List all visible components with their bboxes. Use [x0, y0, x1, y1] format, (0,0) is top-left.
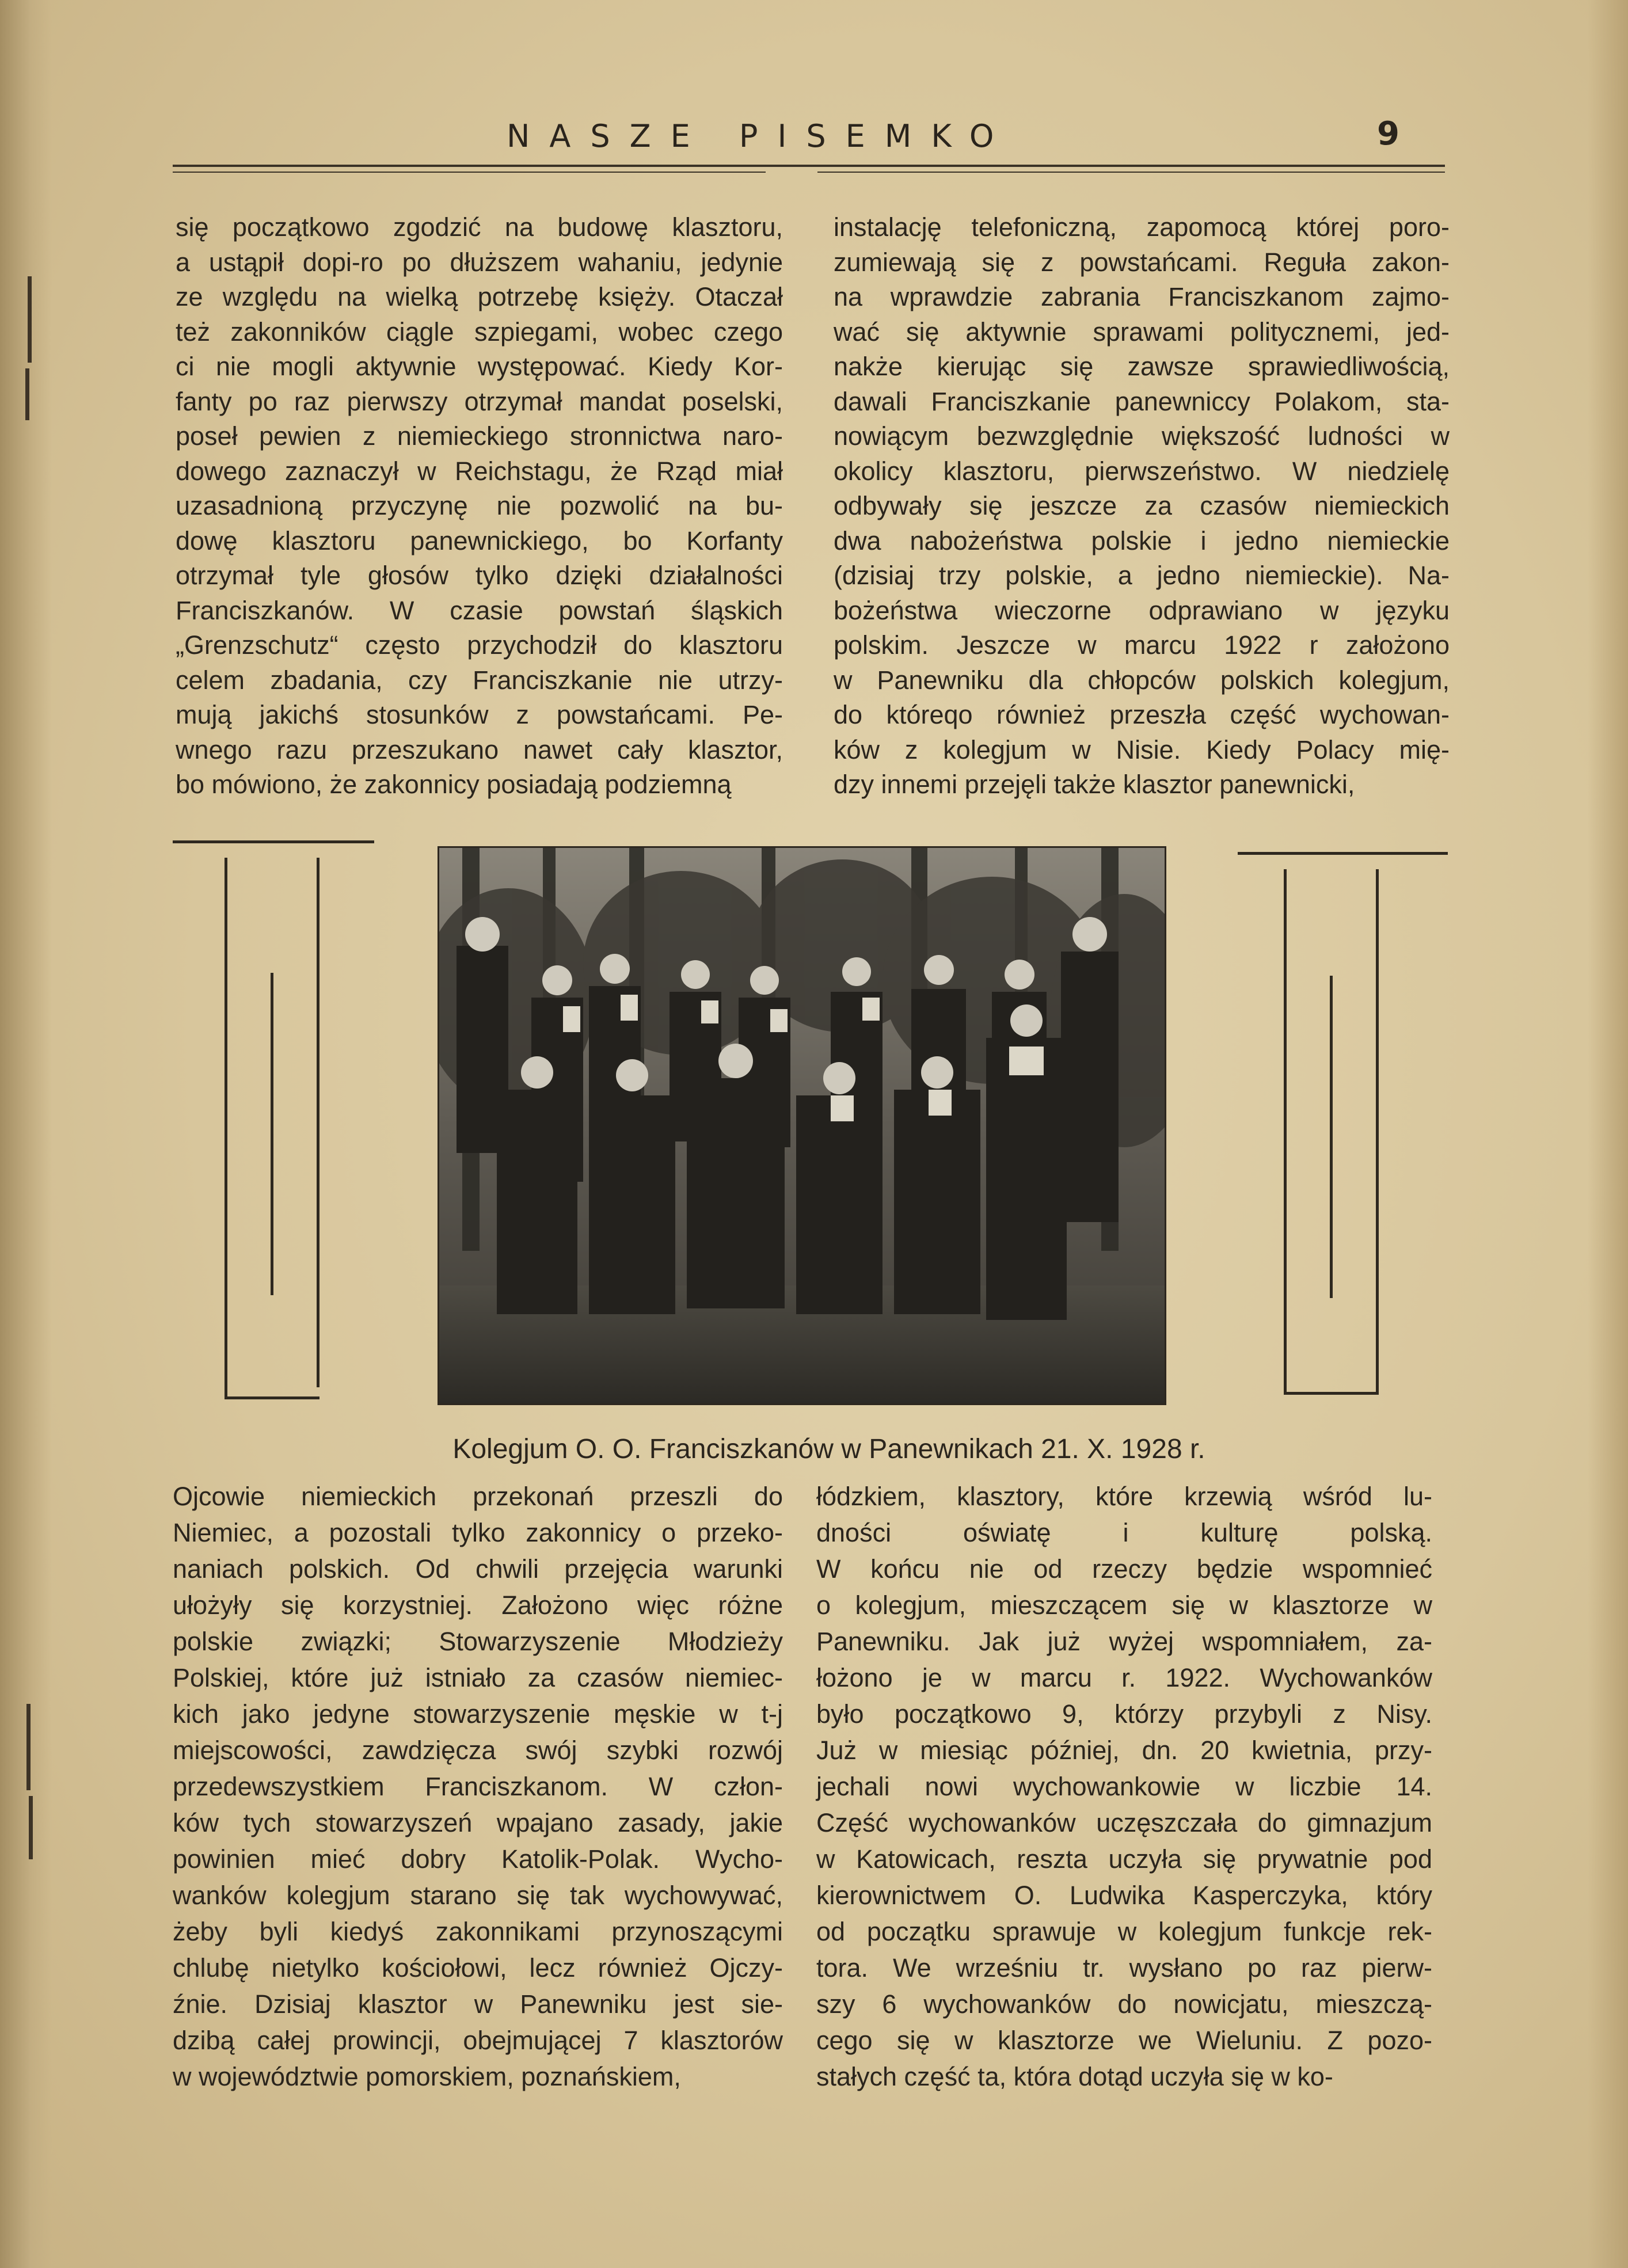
- page-edge: [1588, 0, 1628, 2268]
- text-line: wnego razu przeszukano nawet cały klasztor,: [176, 735, 783, 764]
- text-line: ków tych stowarzyszeń wpajano zasady, jakie: [173, 1808, 783, 1837]
- frame-bar: [1330, 976, 1333, 1298]
- text-line: w Katowicach, reszta uczyła się prywatnie pod: [816, 1844, 1432, 1874]
- journal-title: NASZE PISEMKO: [507, 118, 1014, 154]
- frame-bar: [317, 858, 319, 1387]
- text-line: a ustąpił dopi-ro po dłuższem wahaniu, jedynie: [176, 247, 783, 277]
- binding-mark: [28, 276, 32, 363]
- text-line: otrzymał tyle głosów tylko dzięki działalności: [176, 561, 783, 590]
- frame-bar: [271, 973, 273, 1295]
- text-line: naniach polskich. Od chwili przejęcia warunki: [173, 1554, 783, 1584]
- text-line: polskie związki; Stowarzyszenie Młodzieży: [173, 1627, 783, 1656]
- frame-bar: [1284, 869, 1287, 1393]
- text-line: „Grenzschutz“ często przychodził do klasztoru: [176, 630, 783, 660]
- text-line: żeby byli kiedyś zakonnikami przynoszącymi: [173, 1917, 783, 1946]
- page-number: 9: [1377, 115, 1399, 153]
- text-line: wanków kolegjum starano się tak wychowywać,: [173, 1881, 783, 1910]
- frame-bottom-bar: [225, 1396, 319, 1399]
- text-line: uzasadnioną przyczynę nie pozwolić na bu-: [176, 491, 783, 520]
- photo-illustration: [439, 848, 1165, 1403]
- text-line: celem zbadania, czy Franciszkanie nie utrzy-: [176, 665, 783, 695]
- text-line: chlubę nietylko kościołowi, lecz również Ojczy-: [173, 1953, 783, 1982]
- text-column-top-left: [176, 210, 783, 802]
- text-line: W końcu nie od rzeczy będzie wspomnieć: [816, 1554, 1432, 1584]
- text-line: ków z kolegjum w Nisie. Kiedy Polacy mię-: [834, 735, 1450, 764]
- text-line: instalację telefoniczną, zapomocą której poro-: [834, 212, 1450, 242]
- text-line: Niemiec, a pozostali tylko zakonnicy o przeko-: [173, 1518, 783, 1547]
- photo-caption: Kolegjum O. O. Franciszkanów w Panewnikach 21. X. 1928 r.: [452, 1434, 1205, 1464]
- text-line: miejscowości, zawdzięcza swój szybki rozwój: [173, 1736, 783, 1765]
- text-line: dzy innemi przejęli także klasztor panewnicki,: [834, 770, 1355, 799]
- binding-edge: [0, 0, 52, 2268]
- text-line: się początkowo zgodzić na budowę klasztoru,: [176, 212, 783, 242]
- text-line: dności oświatę i kulturę polską.: [816, 1518, 1432, 1547]
- text-line: łódzkiem, klasztory, które krzewią wśród lu-: [816, 1482, 1432, 1511]
- text-line: bo mówiono, że zakonnicy posiadają podziemną: [176, 770, 732, 799]
- text-line: dowego zaznaczył w Reichstagu, że Rząd miał: [176, 456, 783, 486]
- frame-bar: [225, 858, 227, 1399]
- text-line: odbywały się jeszcze za czasów niemieckich: [834, 491, 1450, 520]
- text-column-bottom-left: [173, 1478, 783, 2095]
- frame-top-bar: [1238, 852, 1448, 855]
- header-rule: [173, 165, 1445, 167]
- text-line: ułożyły się korzystniej. Założono więc różne: [173, 1590, 783, 1620]
- binding-mark: [25, 368, 29, 420]
- text-line: nakże kierując się zawsze sprawiedliwością,: [834, 352, 1450, 381]
- text-line: tora. We wrześniu tr. wysłano po raz pierw-: [816, 1953, 1432, 1982]
- text-line: łożono je w marcu r. 1922. Wychowanków: [816, 1663, 1432, 1692]
- text-line: ze względu na wielką potrzebę księży. Otaczał: [176, 282, 783, 311]
- text-line: bożeństwa wieczorne odprawiano w języku: [834, 595, 1450, 625]
- text-column-top-right: [834, 210, 1450, 802]
- text-line: w Panewniku dla chłopców polskich kolegjum,: [834, 665, 1450, 695]
- decorative-frame-left: [173, 840, 380, 1402]
- text-line: wać się aktywnie sprawami politycznemi, jed-: [834, 317, 1450, 347]
- binding-mark: [26, 1704, 31, 1790]
- text-line: było początkowo 9, którzy przybyli z Nisy.: [816, 1699, 1432, 1729]
- header-rule-thin: [173, 172, 766, 173]
- text-line: Panewniku. Jak już wyżej wspomniałem, za-: [816, 1627, 1432, 1656]
- frame-bar: [1376, 869, 1379, 1393]
- text-line: jechali nowi wychowankowie w liczbie 14.: [816, 1772, 1432, 1801]
- text-line: na wprawdzie zabrania Franciszkanom zajmo-: [834, 282, 1450, 311]
- text-column-bottom-right: [816, 1478, 1432, 2095]
- text-line: polskim. Jeszcze w marcu 1922 r założono: [834, 630, 1450, 660]
- text-line: Część wychowanków uczęszczała do gimnazjum: [816, 1808, 1432, 1837]
- text-line: szy 6 wychowanków do nowicjatu, mieszczą-: [816, 1989, 1432, 2019]
- text-line: powinien mieć dobry Katolik-Polak. Wycho-: [173, 1844, 783, 1874]
- text-line: przedewszystkiem Franciszkanom. W człon-: [173, 1772, 783, 1801]
- text-line: dzibą całej prowincji, obejmującej 7 klasztorów: [173, 2026, 783, 2055]
- frame-top-bar: [173, 840, 374, 843]
- text-line: Polskiej, które już istniało za czasów niemiec-: [173, 1663, 783, 1692]
- text-line: źnie. Dzisiaj klasztor w Panewniku jest sie-: [173, 1989, 783, 2019]
- text-line: o kolegjum, mieszczącem się w klasztorze w: [816, 1590, 1432, 1620]
- text-line: okolicy klasztoru, pierwszeństwo. W niedzielę: [834, 456, 1450, 486]
- text-line: dwa nabożeństwa polskie i jedno niemieckie: [834, 526, 1450, 555]
- decorative-frame-right: [1238, 852, 1456, 1405]
- text-line: Ojcowie niemieckich przekonań przeszli do: [173, 1482, 783, 1511]
- binding-mark: [29, 1796, 33, 1859]
- text-line: od początku sprawuje w kolegjum funkcje rek-: [816, 1917, 1432, 1946]
- text-line: Franciszkanów. W czasie powstań śląskich: [176, 595, 783, 625]
- text-line: ci nie mogli aktywnie występować. Kiedy Kor-: [176, 352, 783, 381]
- text-line: dawali Franciszkanie panewniccy Polakom, sta-: [834, 386, 1450, 416]
- text-line: poseł pewien z niemieckiego stronnictwa naro-: [176, 421, 783, 451]
- group-photograph: [438, 846, 1166, 1405]
- text-line: Już w miesiąc później, dn. 20 kwietnia, przy-: [816, 1736, 1432, 1765]
- text-line: cego się w klasztorze we Wieluniu. Z pozo-: [816, 2026, 1432, 2055]
- text-line: w województwie pomorskiem, poznańskiem,: [173, 2062, 681, 2091]
- text-line: też zakonników ciągle szpiegami, wobec czego: [176, 317, 783, 347]
- frame-bottom-bar: [1284, 1392, 1379, 1395]
- text-line: nowiącym bezwzględnie większość ludności w: [834, 421, 1450, 451]
- text-line: do któreqo również przeszła część wychowan-: [834, 700, 1450, 729]
- text-line: kierownictwem O. Ludwika Kasperczyka, który: [816, 1881, 1432, 1910]
- text-line: zumiewają się z powstańcami. Reguła zakon-: [834, 247, 1450, 277]
- header-rule-thin: [817, 172, 1445, 173]
- text-line: dowę klasztoru panewnickiego, bo Korfanty: [176, 526, 783, 555]
- text-line: fanty po raz pierwszy otrzymał mandat poselski,: [176, 386, 783, 416]
- text-line: kich jako jedyne stowarzyszenie męskie w t-j: [173, 1699, 783, 1729]
- text-line: (dzisiaj trzy polskie, a jedno niemieckie). Na-: [834, 561, 1450, 590]
- text-line: stałych część ta, która dotąd uczyła się w ko-: [816, 2062, 1333, 2091]
- text-line: mują jakichś stosunków z powstańcami. Pe-: [176, 700, 783, 729]
